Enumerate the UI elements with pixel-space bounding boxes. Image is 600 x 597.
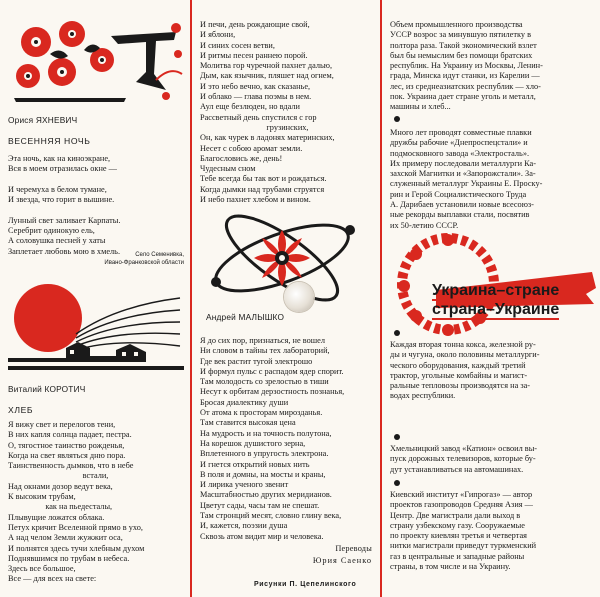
author-name-3: Андрей МАЛЫШКО (206, 312, 285, 322)
info-paragraph-1: Объем промышленного производства УССР возрос за минувшую пятилетку в полтора раза. Такой экономический взлет был бы немыслим без помощи братских республик. На Украину из Москвы, Ленин- града, Минска идут станки, из Карелии — лес, из среднеазиатских республик — хло- пок. Украина дает стране уголь и металл, машины и хлеб... (390, 20, 543, 112)
banner-line-2: страна–Украине (432, 301, 560, 318)
info-paragraph-2: Много лет проводят совместные плавки дружбы рабочие «Днепроспецстали» и подмосковного завода «Электросталь». Их примеру последовали металлурги Ка- захской Магнитки и «Запорожстали». За- служенный металлург Украины Е. Проску- рин и Герой Социалистического Труда А. Дарибаев установили новые всесоюз- ные рекорды выплавки стали, посвятив их 50-летию СССР. (390, 128, 543, 230)
info-paragraph-4: Хмельницкий завод «Катион» освоил вы- пуск дорожных телевизоров, которые бу- дут устанавливаться на автомашинах. (390, 444, 538, 474)
column-right (380, 0, 600, 597)
translator-label: Переводы (335, 544, 372, 553)
record-center-hole (284, 282, 314, 312)
poem-continuation: И печи, день рождающие свой, И яблони, И синих сосен ветви, И ритмы песен раннею порой. Молитва гор чуречной пахнет далью, Дым, как язычник, пляшет над огнем, И это небо вечно, как сказанье, И облако — глава поэмы в нем. Аул еще безлюден, но вдали Рассветный день спустился с гор грузинских, Он, как чурек в ладонях материнских, Несет с собою аромат земли. Благословись же, день! Чудесным сном Тебе всегда бы так вот и рождаться. Когда дымки над трубами струятся И небо пахнет хлебом и вином. (200, 20, 335, 205)
banner-slogan (432, 282, 559, 320)
poem-title-1: ВЕСЕННЯЯ НОЧЬ (8, 136, 91, 146)
sun-and-wheat-illustration (6, 278, 186, 374)
poem-title-2: ХЛЕБ (8, 405, 34, 415)
poem-text-2: Я вижу свет и перелогов тени, В них капля солнца падает, пестра. О, тягостное таинство рожденья, Когда на свет являться дню пора. Таинственность дымков, что в небе встали, Над окнами дозор ведут века, К высоким трубам, как на пьедесталы, Плывущие ложатся облака. Петух кричит Вселенной прямо в ухо, А над челом Земли жужжит оса, И полнятся здесь тучи хлебным духом Поднявшимся по трубам в небеса. Здесь все большое, Все — для всех на свете: (8, 420, 145, 584)
column-left (0, 0, 190, 597)
bullet-dot-icon (394, 330, 400, 336)
poem-text-1: Эта ночь, как на киноэкране, Вся в моем отразилась окне — И черемуха в белом тумане, И звезда, что горит в вышине. Лунный свет заливает Карпаты. Серебрит одинокую ель, А соловушка песней у хаты Заплетает любовь мою в хмель. (8, 154, 121, 256)
bullet-dot-icon (394, 116, 400, 122)
poem-text-3: Я до сих пор, признаться, не вошел Ни словом в тайны тех лабораторий, Где век растит тугой электрошо И формул пульс с распадом ядер спорит. Там молодость со зрелостью в тиши Несут к орбитам дерзостность познанья, Бросая диалектику души От атома к просторам мирозданья. Там ставится высокая цена На мудрость и на точность полутона, На корешок душистого зерна, Вплетенного в упругость электрона. И гнется открытий новых нить В поля и домны, на мосты и краны, И лирика ученого звенит Масштабностью других меридианов. Цветут сады, часы там не спешат. Там стронций месят, словно глину века, И, кажется, поэзии душа Сквозь атом видит мир и человека. (200, 336, 345, 541)
info-paragraph-5: Киевский институт «Гипрогаз» — автор проектов газопроводов Средняя Азия — Центр. Две магистрали дали выход в страну узбекскому газу. Сооружаемые по проекту киевлян третья и четвертая нитки магистрали приведут туркменский газ в центральные и западные районы страны, в том числе и на Украину. (390, 490, 537, 572)
bullet-dot-icon (394, 434, 400, 440)
bullet-dot-icon (394, 480, 400, 486)
translator-name: Юрия Саенко (312, 556, 372, 565)
banner-line-1: Украина–стране (432, 282, 560, 299)
info-paragraph-3: Каждая вторая тонна кокса, железной ру- ды и чугуна, около половины металлурги- ческого оборудования, каждый третий трактор, угольные комбайны и магист- ральные тепловозы производятся на за- водах республики. (390, 340, 540, 401)
poem-place: Село Семенивка, Ивано-Франковской области (104, 252, 184, 266)
flowers-illustration (6, 14, 186, 104)
author-name-1: Орися ЯХНЕВИЧ (8, 115, 78, 125)
illustration-credit: Рисунки П. Цепелинского (254, 581, 357, 588)
author-name-2: Виталий КОРОТИЧ (8, 384, 86, 394)
